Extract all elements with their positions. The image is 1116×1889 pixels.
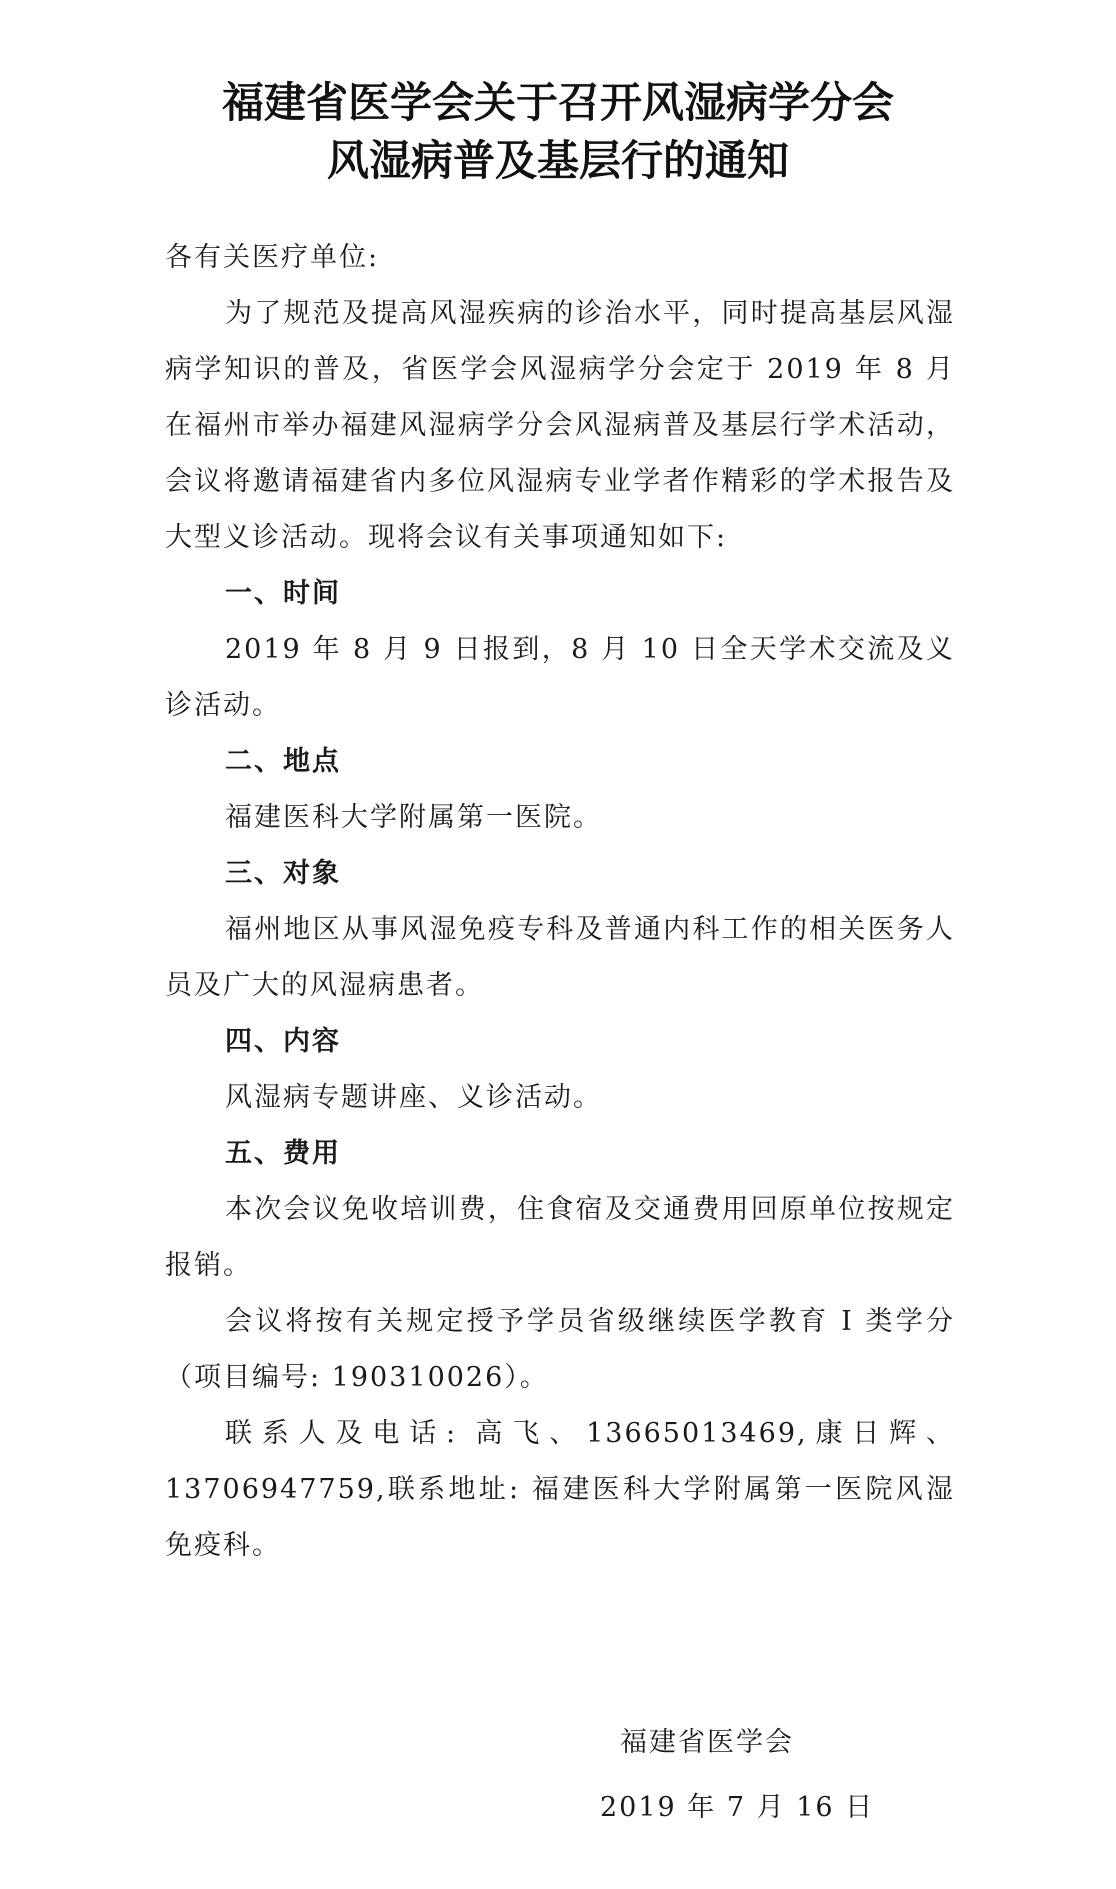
section-text-content: 风湿病专题讲座、义诊活动。 bbox=[225, 1082, 602, 1113]
credit-note: 会议将按有关规定授予学员省级继续医学教育 I 类学分（项目编号: 190310026）。 bbox=[165, 1306, 955, 1393]
section-text-time: 2019 年 8 月 9 日报到，8 月 10 日全天学术交流及义诊活动。 bbox=[165, 634, 955, 721]
section-heading-location: 二、地点 bbox=[225, 746, 341, 777]
section-heading-time: 一、时间 bbox=[225, 578, 341, 609]
section-heading-content: 四、内容 bbox=[225, 1026, 341, 1057]
signature-date: 2019 年 7 月 16 日 bbox=[600, 1792, 875, 1823]
salutation: 各有关医疗单位: bbox=[165, 242, 380, 273]
document-title-line-1: 福建省医学会关于召开风湿病学分会 bbox=[221, 78, 894, 127]
intro-paragraph: 为了规范及提高风湿疾病的诊治水平，同时提高基层风湿病学知识的普及，省医学会风湿病学分会定于 2019 年 8 月在福州市举办福建风湿病学分会风湿病普及基层行学术活动，会议将邀请福建省内多位风湿病专业学者作精彩的学术报告及大型义诊活动。现将会议有关事项通知如下: bbox=[165, 298, 955, 553]
section-heading-audience: 三、对象 bbox=[225, 858, 341, 889]
document-title-line-2: 风湿病普及基层行的通知 bbox=[326, 136, 789, 185]
document-body bbox=[165, 230, 955, 1574]
section-text-location: 福建医科大学附属第一医院。 bbox=[225, 802, 602, 833]
section-text-fees: 本次会议免收培训费，住食宿及交通费用回原单位按规定报销。 bbox=[165, 1194, 955, 1281]
section-text-audience: 福州地区从事风湿免疫专科及普通内科工作的相关医务人员及广大的风湿病患者。 bbox=[165, 914, 955, 1001]
section-heading-fees: 五、费用 bbox=[225, 1138, 341, 1169]
contact-info: 联系人及电话: 高飞、13665013469,康日辉、13706947759,联系地址: 福建医科大学附属第一医院风湿免疫科。 bbox=[165, 1418, 955, 1561]
signature-organization: 福建省医学会 bbox=[620, 1727, 794, 1758]
